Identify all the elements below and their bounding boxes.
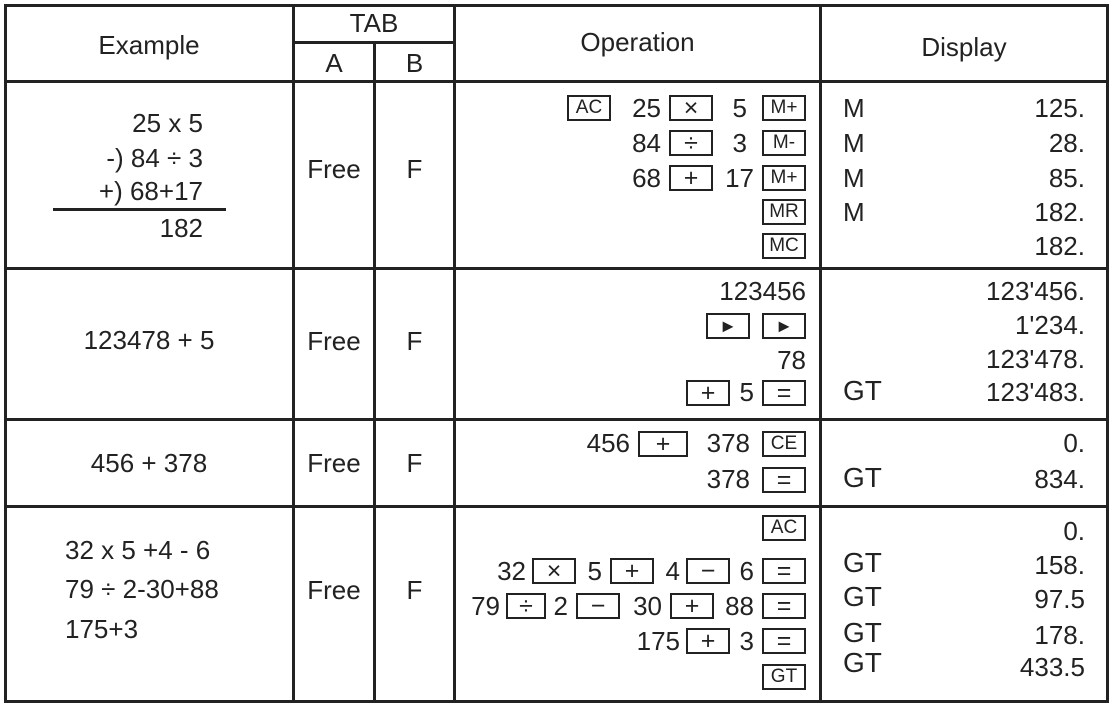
op-number: 3: [732, 128, 747, 158]
header-tab: TAB: [349, 8, 399, 38]
key-gt[interactable]: GT: [762, 664, 806, 690]
row-divider-2: [4, 418, 1109, 421]
header-tab-a: A: [325, 48, 343, 78]
key-ac[interactable]: AC: [567, 95, 611, 121]
key-shift-right[interactable]: ►: [762, 313, 806, 339]
key-minus[interactable]: −: [686, 558, 730, 584]
tab-b-value: F: [406, 575, 423, 605]
header-display: Display: [921, 32, 1007, 62]
key-equals[interactable]: =: [762, 558, 806, 584]
header-example: Example: [98, 30, 200, 60]
example-line: +) 68+17: [98, 176, 203, 206]
display-value: 125.: [1034, 93, 1085, 123]
tab-a-value: Free: [307, 448, 361, 478]
op-number: 2: [553, 591, 568, 621]
key-multiply[interactable]: ×: [532, 558, 576, 584]
display-value: 834.: [1034, 464, 1085, 494]
key-ce[interactable]: CE: [762, 431, 806, 457]
op-number: 88: [725, 591, 754, 621]
op-number: 4: [665, 556, 680, 586]
key-mr[interactable]: MR: [762, 199, 806, 225]
table-border-right: [1106, 4, 1109, 703]
op-number: 17: [725, 163, 754, 193]
display-flag: M: [843, 197, 865, 227]
key-plus[interactable]: +: [686, 628, 730, 654]
tab-a-value: Free: [307, 575, 361, 605]
display-flag: GT: [843, 617, 882, 648]
key-divide[interactable]: ÷: [506, 593, 546, 619]
header-operation: Operation: [580, 27, 695, 57]
op-number: 32: [497, 556, 526, 586]
display-value: 97.5: [1034, 584, 1085, 614]
key-divide[interactable]: ÷: [669, 130, 713, 156]
key-shift-right[interactable]: ►: [706, 313, 750, 339]
key-plus[interactable]: +: [670, 593, 714, 619]
op-number: 25: [632, 93, 661, 123]
key-m-minus[interactable]: M-: [762, 130, 806, 156]
sum-rule: [53, 208, 226, 211]
display-value: 123'478.: [986, 344, 1085, 374]
example-line: 456 + 378: [90, 448, 208, 478]
key-m-plus[interactable]: M+: [762, 165, 806, 191]
col-divider-operation: [453, 4, 456, 703]
example-line: 182: [159, 213, 203, 243]
tab-b-value: F: [406, 326, 423, 356]
op-number: 175: [636, 626, 680, 656]
op-number: 30: [633, 591, 662, 621]
display-value: 182.: [1034, 197, 1085, 227]
table-border-bottom: [4, 700, 1109, 703]
display-flag: GT: [843, 581, 882, 612]
display-value: 1'234.: [1014, 310, 1085, 340]
op-number: 84: [632, 128, 661, 158]
example-line: 25 x 5: [132, 108, 203, 138]
display-flag: M: [843, 93, 865, 123]
row-divider-1: [4, 267, 1109, 270]
key-ac[interactable]: AC: [762, 515, 806, 541]
op-number: 378: [706, 428, 750, 458]
key-equals[interactable]: =: [762, 467, 806, 493]
display-flag: M: [843, 163, 865, 193]
key-equals[interactable]: =: [762, 628, 806, 654]
example-line: 175+3: [65, 614, 139, 644]
display-value: 123'483.: [986, 377, 1085, 407]
display-value: 0.: [1063, 428, 1085, 458]
display-flag: GT: [843, 462, 882, 493]
op-number: 123456: [719, 276, 806, 306]
display-value: 123'456.: [986, 276, 1085, 306]
header-divider: [4, 80, 1109, 83]
col-divider-display: [819, 4, 822, 703]
key-plus[interactable]: +: [686, 380, 730, 406]
display-flag: GT: [843, 375, 882, 406]
op-number: 6: [739, 556, 754, 586]
op-number: 5: [739, 377, 754, 407]
example-line: 123478 + 5: [83, 325, 215, 355]
display-value: 178.: [1034, 620, 1085, 650]
op-number: 78: [777, 345, 806, 375]
display-value: 158.: [1034, 550, 1085, 580]
tab-a-value: Free: [307, 154, 361, 184]
op-number: 378: [706, 464, 750, 494]
op-number: 456: [586, 428, 630, 458]
tab-a-value: Free: [307, 326, 361, 356]
row-divider-3: [4, 505, 1109, 508]
op-number: 68: [632, 163, 661, 193]
example-line: -) 84 ÷ 3: [106, 143, 203, 173]
key-plus[interactable]: +: [669, 165, 713, 191]
key-plus[interactable]: +: [638, 431, 688, 457]
key-equals[interactable]: =: [762, 380, 806, 406]
example-line: 32 x 5 +4 - 6: [65, 535, 211, 565]
tab-b-value: F: [406, 154, 423, 184]
op-number: 3: [739, 626, 754, 656]
display-flag: GT: [843, 547, 882, 578]
display-flag: M: [843, 128, 865, 158]
key-plus[interactable]: +: [610, 558, 654, 584]
key-equals[interactable]: =: [762, 593, 806, 619]
display-value: 85.: [1048, 163, 1085, 193]
table-border-top: [4, 4, 1109, 7]
header-tab-b: B: [405, 48, 424, 78]
key-minus[interactable]: −: [576, 593, 620, 619]
key-multiply[interactable]: ×: [669, 95, 713, 121]
display-value: 28.: [1048, 128, 1085, 158]
key-mc[interactable]: MC: [762, 233, 806, 259]
display-flag: GT: [843, 647, 882, 678]
display-value: 182.: [1034, 231, 1085, 261]
op-number: 5: [587, 556, 602, 586]
op-number: 79: [471, 591, 500, 621]
example-line: 79 ÷ 2-30+88: [65, 574, 219, 604]
op-number: 5: [732, 93, 747, 123]
display-value: 0.: [1063, 516, 1085, 546]
tab-b-value: F: [406, 448, 423, 478]
key-m-plus[interactable]: M+: [762, 95, 806, 121]
display-value: 433.5: [1019, 652, 1085, 682]
